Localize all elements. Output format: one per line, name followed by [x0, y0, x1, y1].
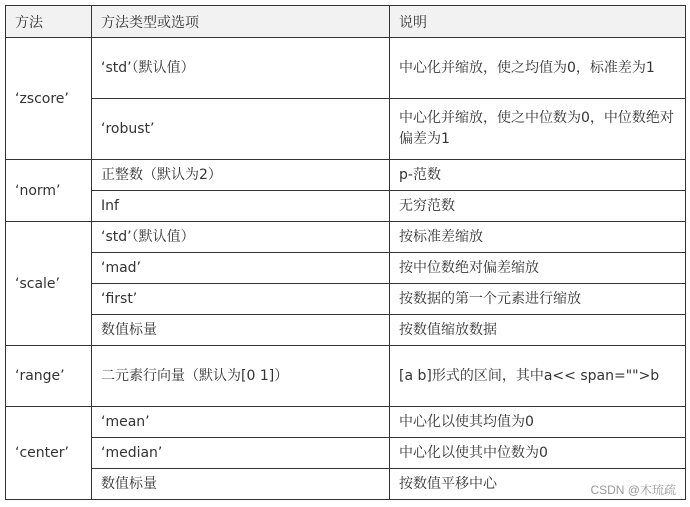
table-row — [6, 222, 686, 253]
description-cell: 中心化以使其均值为0 — [390, 407, 686, 438]
table-row — [6, 253, 686, 284]
method-cell-scale: ‘scale’ — [6, 222, 92, 346]
header-description: 说明 — [390, 6, 686, 38]
table-row — [6, 284, 686, 315]
description-cell: 按数据的第一个元素进行缩放 — [390, 284, 686, 315]
option-cell: 正整数（默认为2） — [92, 160, 390, 191]
option-cell: ‘first’ — [92, 284, 390, 315]
option-cell: ‘std’（默认值） — [92, 222, 390, 253]
description-cell: [a b]形式的区间，其中a<< span="">b — [390, 346, 686, 407]
table-row — [6, 99, 686, 160]
option-cell: 数值标量 — [92, 315, 390, 346]
method-cell-norm: ‘norm’ — [6, 160, 92, 222]
header-option: 方法类型或选项 — [92, 6, 390, 38]
table-row — [6, 160, 686, 191]
header-method: 方法 — [6, 6, 92, 38]
table-row — [6, 38, 686, 99]
table-row — [6, 191, 686, 222]
option-cell: ‘robust’ — [92, 99, 390, 160]
parameter-table — [5, 5, 686, 500]
description-cell: 中心化并缩放，使之均值为0，标准差为1 — [390, 38, 686, 99]
description-cell: 按标准差缩放 — [390, 222, 686, 253]
option-cell: ‘median’ — [92, 438, 390, 469]
description-cell: 按数值缩放数据 — [390, 315, 686, 346]
option-cell: 数值标量 — [92, 469, 390, 500]
method-cell-range: ‘range’ — [6, 346, 92, 407]
method-cell-center: ‘center’ — [6, 407, 92, 500]
option-cell: ‘std’（默认值） — [92, 38, 390, 99]
watermark: CSDN @木琉疏 — [590, 483, 676, 497]
option-cell: 二元素行向量（默认为[0 1]） — [92, 346, 390, 407]
description-cell: 无穷范数 — [390, 191, 686, 222]
table-row — [6, 315, 686, 346]
description-cell: 按数值平移中心 — [390, 469, 686, 500]
header-row — [6, 6, 686, 38]
description-cell: 中心化并缩放，使之中位数为0，中位数绝对偏差为1 — [390, 99, 686, 160]
description-cell: 按中位数绝对偏差缩放 — [390, 253, 686, 284]
option-cell: ‘mean’ — [92, 407, 390, 438]
description-cell: 中心化以使其中位数为0 — [390, 438, 686, 469]
option-cell: Inf — [92, 191, 390, 222]
table-row — [6, 438, 686, 469]
table-row — [6, 346, 686, 407]
table-row — [6, 469, 686, 500]
description-cell: p-范数 — [390, 160, 686, 191]
method-cell-zscore: ‘zscore’ — [6, 38, 92, 160]
table-row — [6, 407, 686, 438]
option-cell: ‘mad’ — [92, 253, 390, 284]
